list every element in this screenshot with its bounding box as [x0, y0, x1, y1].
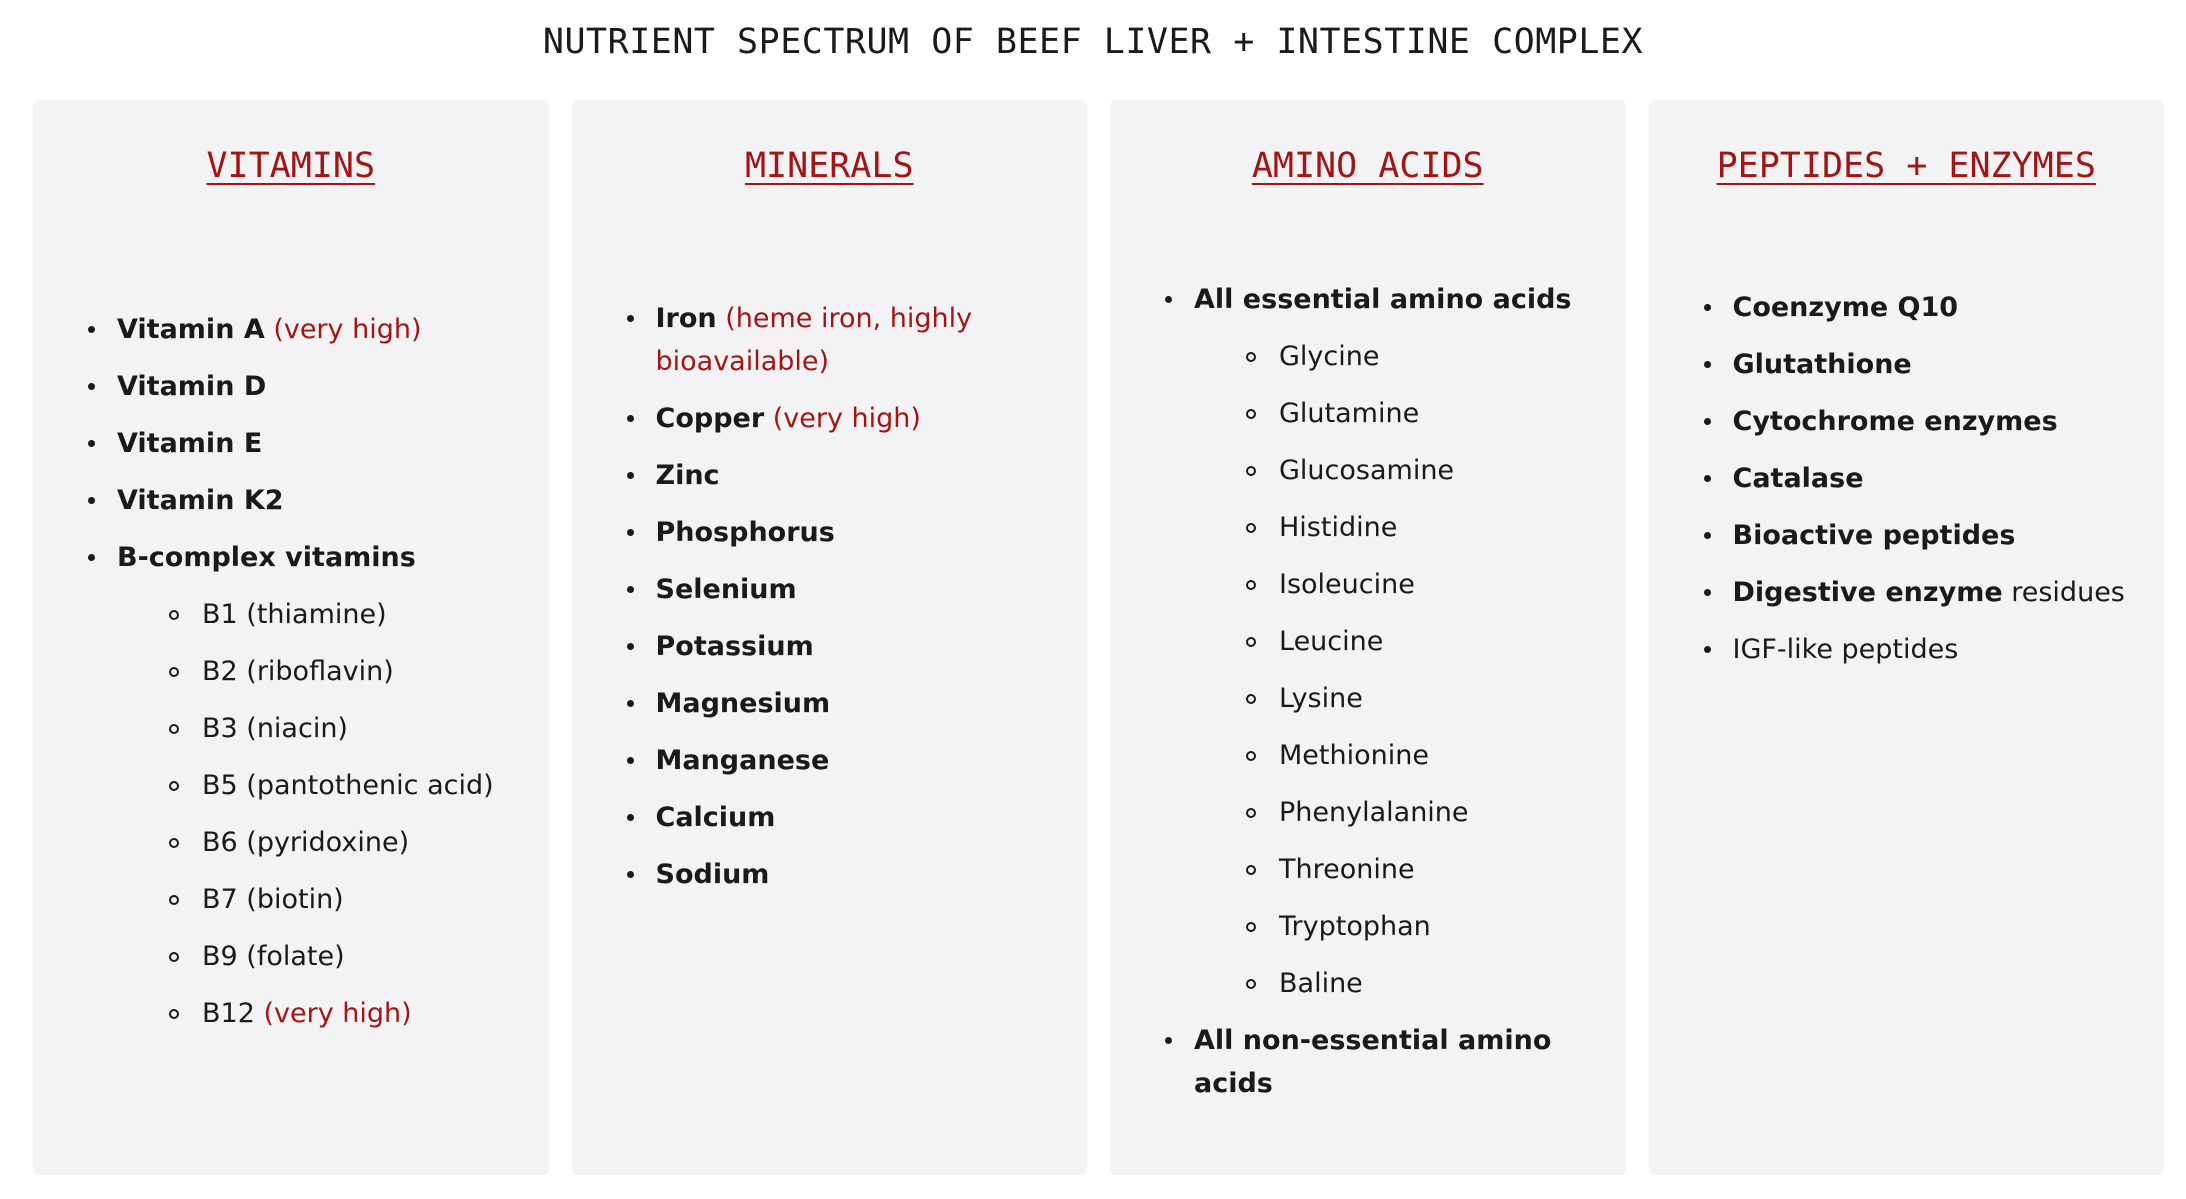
list-item: B2 (riboflavin) [169, 650, 529, 693]
b-complex-list [117, 593, 529, 1035]
list-item: Selenium [624, 568, 1068, 611]
list-item: Vitamin E [85, 422, 529, 465]
list-item: Zinc [624, 454, 1068, 497]
list-item: Glycine [1246, 335, 1606, 378]
list-item: Histidine [1246, 506, 1606, 549]
amino-acids-list [1162, 278, 1606, 1119]
peptides-enzymes-list [1701, 286, 2145, 685]
vitamins-heading: VITAMINS [206, 146, 376, 186]
list-item: Glutathione [1701, 343, 2145, 386]
list-item: Phosphorus [624, 511, 1068, 554]
list-item: Iron (heme iron, highly bioavailable) [624, 297, 1068, 383]
list-item: B6 (pyridoxine) [169, 821, 529, 864]
list-item: B-complex vitamins B1 (thiamine) B2 (riboflavin) B3 (niacin) B5 (pantothenic acid) B6 (pyridoxine) B7 (biotin) B9 (folate) B12 (very high) [85, 536, 529, 1035]
list-item: Magnesium [624, 682, 1068, 725]
amino-acids-card [1110, 100, 1626, 1175]
list-item: Threonine [1246, 848, 1606, 891]
list-item: Glutamine [1246, 392, 1606, 435]
list-item: Vitamin K2 [85, 479, 529, 522]
list-item: B1 (thiamine) [169, 593, 529, 636]
list-item: B3 (niacin) [169, 707, 529, 750]
list-item: All essential amino acids Glycine Glutamine Glucosamine Histidine Isoleucine Leucine Lysine Methionine Phenylalanine Threonine Tryptophan Baline [1162, 278, 1606, 1005]
minerals-card [572, 100, 1088, 1175]
page-title: NUTRIENT SPECTRUM OF BEEF LIVER + INTESTINE COMPLEX [542, 22, 1644, 62]
list-item: Isoleucine [1246, 563, 1606, 606]
list-item: Catalase [1701, 457, 2145, 500]
vitamins-card [33, 100, 549, 1175]
list-item: IGF-like peptides [1701, 628, 2145, 671]
nutrient-columns [33, 100, 2164, 1175]
list-item: B9 (folate) [169, 935, 529, 978]
list-item: Vitamin D [85, 365, 529, 408]
vitamins-list [85, 308, 529, 1049]
list-item: Digestive enzyme residues [1701, 571, 2145, 614]
list-item: Baline [1246, 962, 1606, 1005]
list-item: Bioactive peptides [1701, 514, 2145, 557]
minerals-heading: MINERALS [744, 146, 914, 186]
list-item: Potassium [624, 625, 1068, 668]
list-item: Copper (very high) [624, 397, 1068, 440]
peptides-enzymes-card [1649, 100, 2165, 1175]
list-item: Methionine [1246, 734, 1606, 777]
list-item: B7 (biotin) [169, 878, 529, 921]
list-item: Coenzyme Q10 [1701, 286, 2145, 329]
list-item: Cytochrome enzymes [1701, 400, 2145, 443]
list-item: Glucosamine [1246, 449, 1606, 492]
list-item: Vitamin A (very high) [85, 308, 529, 351]
list-item: Lysine [1246, 677, 1606, 720]
essential-amino-list [1194, 335, 1606, 1005]
minerals-list [624, 297, 1068, 910]
list-item: B12 (very high) [169, 992, 529, 1035]
peptides-enzymes-heading: PEPTIDES + ENZYMES [1716, 146, 2096, 186]
list-item: Calcium [624, 796, 1068, 839]
list-item: Tryptophan [1246, 905, 1606, 948]
list-item: Leucine [1246, 620, 1606, 663]
list-item: B5 (pantothenic acid) [169, 764, 529, 807]
list-item: Phenylalanine [1246, 791, 1606, 834]
list-item: Manganese [624, 739, 1068, 782]
list-item: Sodium [624, 853, 1068, 896]
list-item: All non-essential amino acids [1162, 1019, 1606, 1105]
amino-acids-heading: AMINO ACIDS [1251, 146, 1484, 186]
